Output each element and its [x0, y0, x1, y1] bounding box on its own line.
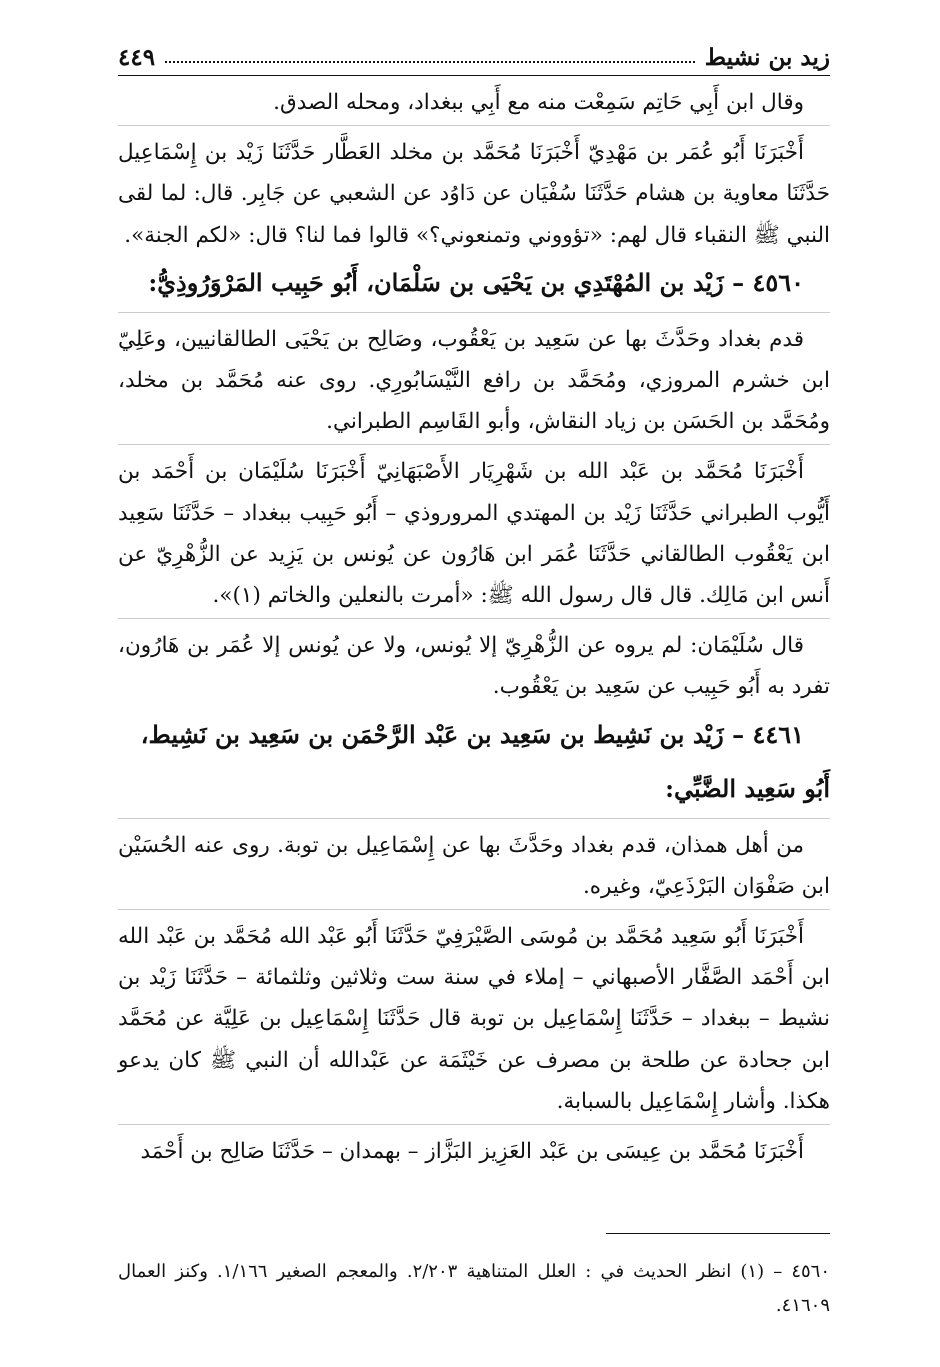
page-body	[118, 76, 830, 1172]
paragraph-divider	[118, 444, 830, 445]
footnote: ٤٥٦٠ – (١) انظر الحديث في : العلل المتناهية ٢/٢٠٣. والمعجم الصغير ١/١٦٦. وكنز العمال ٤١٦٠٩.	[118, 1261, 830, 1316]
entry-heading	[118, 256, 830, 310]
footnote-rule	[606, 1233, 830, 1234]
paragraph-divider	[118, 125, 830, 126]
paragraph: قال سُلَيْمَان: لم يروه عن الزُّهْرِيّ إلا يُونس، ولا عن يُونس إلا عُمَر بن هَارُون، تفرد به أَبُو حَبِيب عن سَعِيد بن يَعْقُوب.	[118, 633, 830, 700]
paragraph: أَخْبَرَنَا أَبُو عُمَر بن مَهْدِيّ أَخْبَرَنَا مُحَمَّد بن مخلد العَطَّار حَدَّثَنَا زَيْد بن إِسْمَاعِيل حَدَّثَنَا معاوية بن هشام حَدَّثَنَا سُفْيَان عن دَاوُد عن الشعبي عن جَابِر. قال: لما لقى النبي ﷺ النقباء قال لهم: «تؤووني وتمنعوني؟» قالوا فما لنا؟ قال: «لكم الجنة».	[118, 140, 830, 248]
header-dot-leader	[165, 61, 695, 63]
paragraph-divider	[118, 818, 830, 819]
running-header	[118, 28, 830, 76]
paragraph-divider	[118, 1124, 830, 1125]
page-number: ٤٤٩	[118, 44, 156, 71]
paragraph-divider	[118, 909, 830, 910]
paragraph: من أهل همذان، قدم بغداد وحَدَّثَ بها عن إِسْمَاعِيل بن توبة. روى عنه الحُسَيْن ابن صَفْوَان البَرْذَعِيّ، وغيره.	[118, 832, 830, 899]
entry-title: – زَيْد بن المُهْتَدِي بن يَحْيَى بن سَلْمَان، أَبُو حَبِيب المَرْوَرُوذِيُّ:	[148, 267, 745, 297]
paragraph-divider	[118, 618, 830, 619]
entry-title: – زَيْد بن نَشِيط بن سَعِيد بن عَبْد الرَّحْمَن بن سَعِيد بن نَشِيط، أَبُو سَعِيد الضَّبِّي:	[140, 719, 830, 803]
paragraph: أَخْبَرَنَا مُحَمَّد بن عِيسَى بن عَبْد العَزِيز البَزَّاز – بهمدان – حَدَّثَنَا صَالِح بن أَحْمَد	[140, 1139, 804, 1165]
paragraph: قدم بغداد وحَدَّثَ بها عن سَعِيد بن يَعْقُوب، وصَالِح بن يَحْيَى الطالقانيين، وعَلِيّ ابن خشرم المروزي، ومُحَمَّد بن رافع النَّيْسَابُورِي. روى عنه مُحَمَّد بن مخلد، ومُحَمَّد بن الحَسَن بن زياد النقاش، وأبو القَاسِم الطبراني.	[118, 326, 830, 435]
paragraph: وقال ابن أَبِي حَاتِم سَمِعْت منه مع أَبِي ببغداد، ومحله الصدق.	[273, 90, 804, 115]
paragraph: أَخْبَرَنَا مُحَمَّد بن عَبْد الله بن شَهْرِيَار الأَصْبَهَانِيّ أَخْبَرَنَا سُلَيْمَان بن أَحْمَد بن أَيُّوب الطبراني حَدَّثَنَا زَيْد بن المهتدي المروروذي – أَبُو حَبِيب ببغداد – حَدَّثَنَا سَعِيد ابن يَعْقُوب الطالقاني حَدَّثَنَا عُمَر ابن هَارُون عن يُونس بن يَزِيد عن الزُّهْرِيّ عن أَنس ابن مَالِك. قال قال رسول الله ﷺ: «أمرت بالنعلين والخاتم (١)».	[118, 459, 830, 609]
entry-number: ٤٥٦٠	[752, 267, 804, 297]
entry-heading	[118, 708, 830, 816]
entry-number: ٤٤٦١	[752, 719, 804, 749]
paragraph-divider	[118, 312, 830, 313]
paragraph: أَخْبَرَنَا أَبُو سَعِيد مُحَمَّد بن مُوسَى الصَّيْرَفِيّ حَدَّثَنَا أَبُو عَبْد الله مُحَمَّد بن عَبْد الله ابن أَحْمَد الصَّفَّار الأصبهاني – إملاء في سنة ست وثلاثين وثلثمائة – حَدَّثَنَا زَيْد بن نشيط – ببغداد – حَدَّثَنَا إِسْمَاعِيل بن توبة قال حَدَّثَنَا إِسْمَاعِيل بن عَلِيَّة عن مُحَمَّد ابن جحادة عن طلحة بن مصرف عن خَيْثَمَة عن عَبْدالله أن النبي ﷺ كان يدعو هكذا. وأشار إِسْمَاعِيل بالسبابة.	[118, 924, 830, 1114]
running-title: زيد بن نشيط	[704, 44, 830, 71]
